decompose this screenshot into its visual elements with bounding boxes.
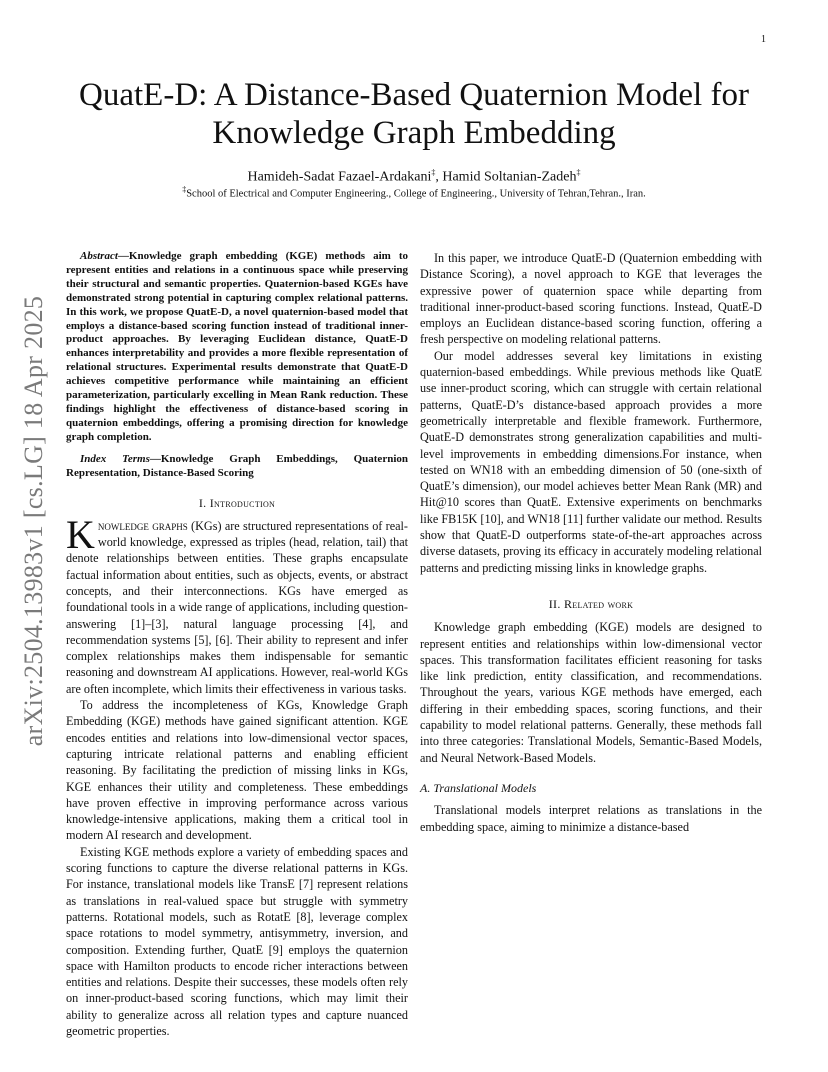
affiliation-mark: ‡ xyxy=(182,185,187,194)
related-paragraph-1: Knowledge graph embedding (KGE) models are designed to represent entities and relationships within low-dimensional vector spaces. This transformation facilitates efficient reasoning for tasks like link prediction, entity classification, and recommendations. Throughout the years, various KGE methods have emerged, each differing in their embedding spaces, scoring functions, and their capability to model relational patterns. Generally, these methods fall into three categories: Translational Models, Semantic-Based Models, and Neural Network-Based Models. xyxy=(420,620,762,765)
intro-p1-text: (KGs) are structured representations of real-world knowledge, expressed as triples (head, relation, tail) that denote relationships between entities. These graphs encapsulate factual information about entities, such as objects, events, or abstract concepts, and their interconnections. KGs have emerged as foundational tools in a wide range of applications, including question-answering [1]–[3], natural language processing [4], and recommendation systems [5], [6]. Their ability to represent and infer complex relationships makes them indispensable for semantic reasoning and downstream AI applications. However, real-world KGs are often incomplete, which limits their effectiveness in various tasks. xyxy=(66,518,408,696)
intro-paragraph-3: Existing KGE methods explore a variety of embedding spaces and scoring functions to capture the diverse relational patterns in KGs. For instance, translational models like TransE [7] represent relations as translations in real-valued space but struggle with symmetry patterns. Rotational models, such as RotatE [8], leverage complex space rotations to model symmetry, antisymmetry, inversion, and composition. Extending further, QuatE [9] employs the quaternion space with Hamilton products to encode richer interactions between entities and relations. Despite their successes, these models often rely on inner-product-based scoring functions, which may limit their ability to generalize across all relation types and capture nuanced geometric properties. xyxy=(66,844,408,1038)
left-column xyxy=(66,250,408,1039)
affiliation-text: School of Electrical and Computer Engineering., College of Engineering., University of Tehran,Tehran., Iran. xyxy=(186,188,646,200)
drop-cap: K xyxy=(66,511,95,557)
author-1: Hamideh-Sadat Fazael-Ardakani xyxy=(247,169,432,185)
arxiv-stamp-text: arXiv:2504.13983v1 [cs.LG] 18 Apr 2025 xyxy=(19,295,48,747)
intro-paragraph-1 xyxy=(66,511,408,697)
intro-first-words: nowledge graphs xyxy=(97,518,188,533)
index-terms xyxy=(66,453,408,481)
author-2: Hamid Soltanian-Zadeh xyxy=(442,169,577,185)
intro-paragraph-4: In this paper, we introduce QuatE-D (Quaternion embedding with Distance Scoring), a novel approach to KGE that leverages the expressive power of quaternion space while departing from traditional inner-product-based scoring functions. Instead, QuatE-D employs an Euclidean distance-based scoring function, offering a fresh perspective on modeling relational patterns. xyxy=(420,251,762,347)
author-2-mark: ‡ xyxy=(576,168,581,177)
abstract-label: Abstract xyxy=(80,250,118,262)
abstract-text: —Knowledge graph embedding (KGE) methods aim to represent entities and relations in a continuous space while preserving their structural and semantic properties. Quaternion-based KGEs have demonstrated strong potential in capturing complex relational patterns. In this work, we propose QuatE-D, a novel quaternion-based model that employs a distance-based scoring function instead of traditional inner-product approaches. By leveraging Euclidean distance, QuatE-D enhances interpretability and provides a more flexible representation of relational structures. Experimental results demonstrate that QuatE-D achieves competitive performance while maintaining an efficient parameterization, particularly excelling in Mean Rank reduction. These findings highlight the effectiveness of distance-based scoring in quaternion embeddings, offering a promising direction for knowledge graph completion. xyxy=(66,250,408,443)
intro-paragraph-5: Our model addresses several key limitations in existing quaternion-based embeddings. While previous methods like QuatE use inner-product scoring, which can struggle with certain relational patterns, QuatE-D’s distance-based approach provides a more geometrically interpretable and flexible framework. Furthermore, QuatE-D demonstrates strong generalization capabilities and multi-level improvements in embedding dimensions.For instance, when tested on WN18 with an embedding dimension of 50 (one-sixth of QuatE’s dimension), our model achieves better Mean Rank (MR) and Hit@10 scores than QuatE. Extensive experiments on benchmarks like FB15K [10], and WN18 [11] further validate our method. Results show that QuatE-D outperforms state-of-the-art approaches across diverse datasets, proving its efficacy in accurately modeling relational patterns and predicting missing links in knowledge graphs. xyxy=(420,348,762,575)
section-1-heading: I. Introduction xyxy=(198,495,276,510)
intro-paragraph-2: To address the incompleteness of KGs, Knowledge Graph Embedding (KGE) methods have gained significant attention. KGE encodes entities and relations into low-dimensional vector spaces, capturing intricate relational patterns and enabling efficient reasoning. By facilitating the prediction of missing links in KGs, KGE enhances their utility and completeness. These embeddings have proven effective in improving performance across various knowledge-intensive applications, making them a critical tool in modern AI research and development. xyxy=(66,698,408,843)
index-terms-label: Index Terms xyxy=(80,452,150,465)
paper-title: QuatE-D: A Distance-Based Quaternion Model for Knowledge Graph Embedding xyxy=(79,77,749,151)
section-2-heading: II. Related work xyxy=(548,596,634,611)
arxiv-stamp xyxy=(19,286,48,756)
right-column xyxy=(420,250,762,835)
subsection-a-heading: A. Translational Models xyxy=(420,780,537,795)
abstract xyxy=(66,250,408,445)
author-1-mark: ‡ xyxy=(431,168,436,177)
index-terms-text: —Knowledge Graph Embeddings, Quaternion Representation, Distance-Based Scoring xyxy=(66,452,408,479)
author-line: Hamideh-Sadat Fazael-Ardakani‡, Hamid Soltanian-Zadeh‡ xyxy=(247,168,581,185)
page-number: 1 xyxy=(761,34,766,45)
affiliation xyxy=(50,185,778,200)
related-paragraph-2: Translational models interpret relations as translations in the embedding space, aiming to minimize a distance-based xyxy=(420,803,762,834)
